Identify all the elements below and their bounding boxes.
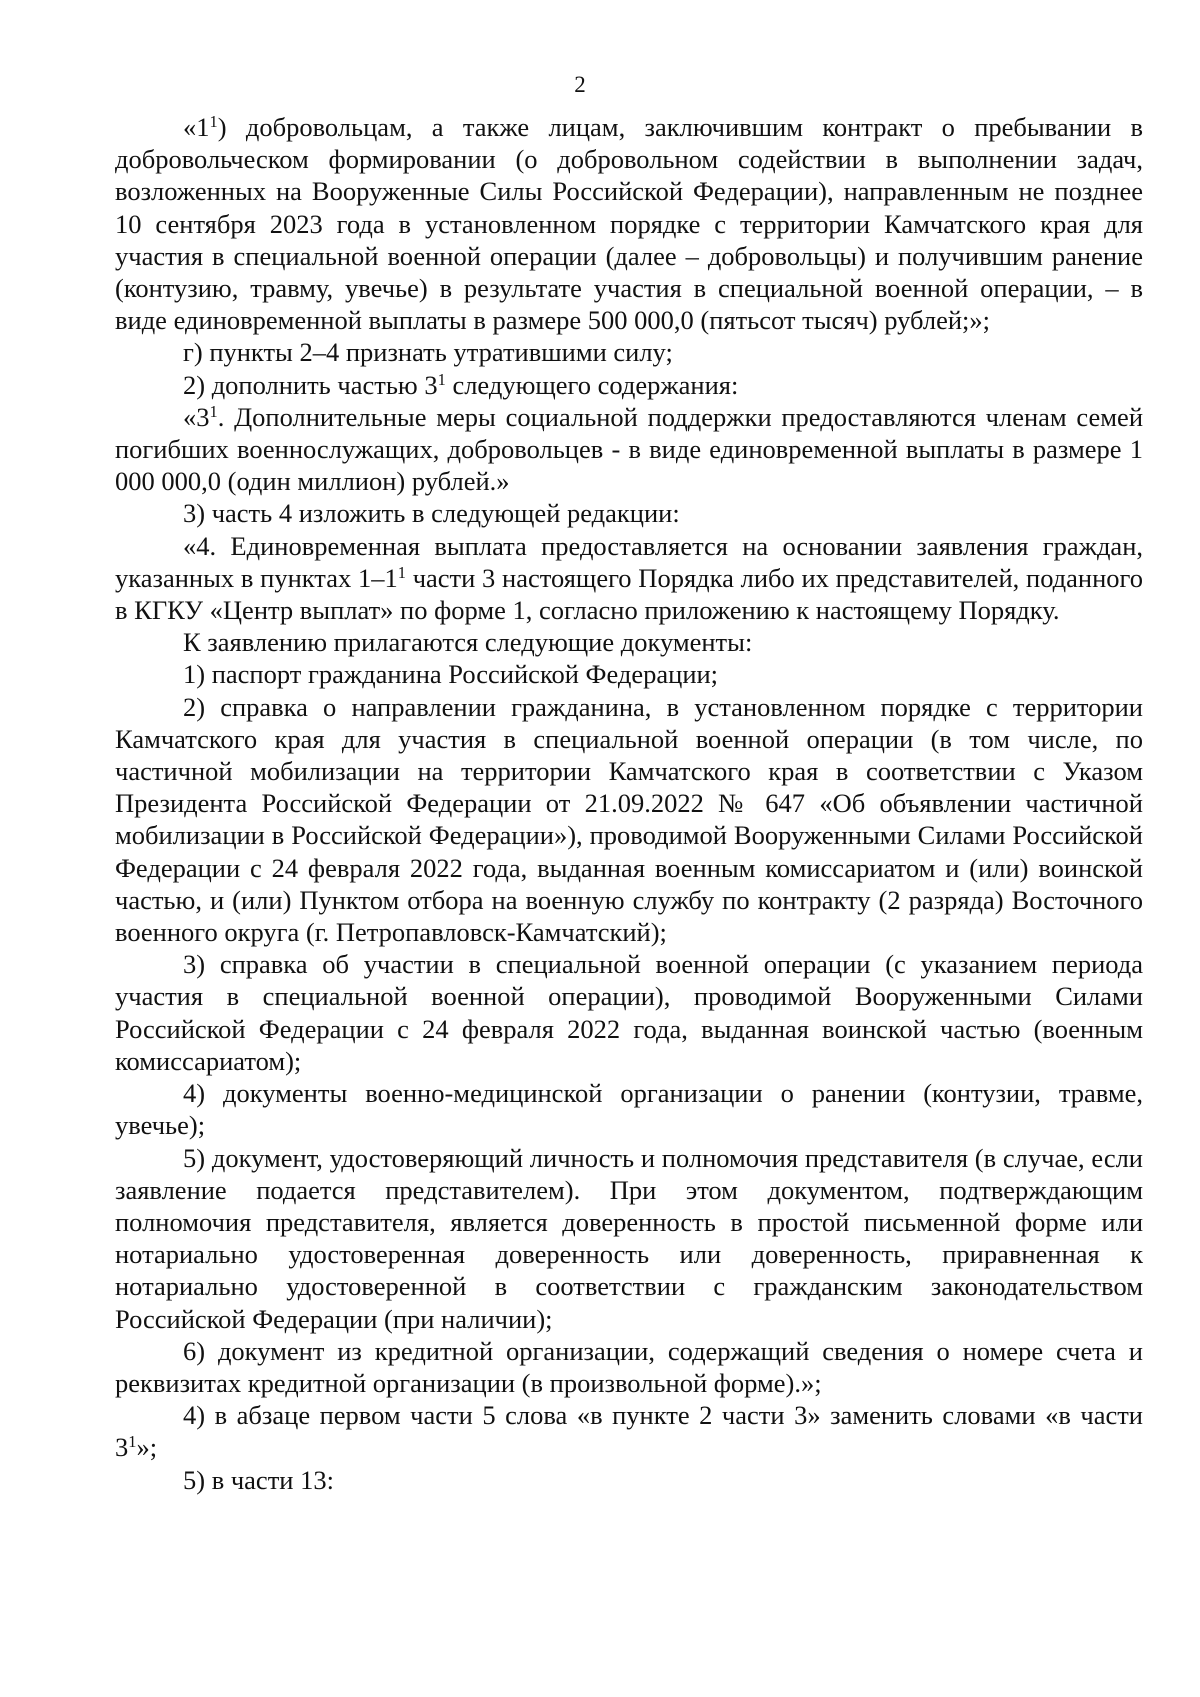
paragraph (115, 948, 1143, 1077)
paragraph (115, 1142, 1143, 1335)
paragraph-text: части 3 настоящего Порядка либо их представителей, поданного в КГКУ «Центр выплат» по форме 1, согласно приложению к настоящему Порядку. (115, 562, 1143, 626)
paragraph-text: следующего содержания: (445, 369, 739, 400)
paragraph-text: »; (136, 1432, 158, 1463)
paragraph-text: 2) дополнить частью 3 (183, 369, 438, 400)
paragraph-text: 1) паспорт гражданина Российской Федерации; (183, 659, 719, 690)
superscript: 1 (437, 369, 446, 389)
page-number: 2 (574, 72, 586, 97)
paragraph-text: 6) документ из кредитной организации, содержащий сведения о номере счета и реквизитах кредитной организации (в произвольной форме).»; (115, 1335, 1143, 1398)
paragraph (115, 1464, 1143, 1496)
paragraph-text: 5) документ, удостоверяющий личность и полномочия представителя (в случае, если заявление подается представителем). При этом документом, подтверждающим полномочия представителя, является доверенность в простой письменной форме или нотариально удостоверенная доверенность или доверенность, приравненная к нотариально удостоверенной в соответствии с гражданским законодательством Российской Федерации (при наличии); (115, 1142, 1143, 1334)
paragraph (115, 1077, 1143, 1141)
paragraph (115, 1335, 1143, 1399)
paragraph (115, 497, 1143, 529)
superscript: 1 (209, 401, 218, 421)
paragraph-text: 3) справка об участии в специальной военной операции (с указанием периода участия в специальной военной операции), проводимой Вооруженными Силами Российской Федерации с 24 февраля 2022 года, выданная воинской частью (военным комиссариатом); (115, 949, 1143, 1076)
paragraph-text: . Дополнительные меры социальной поддержки предоставляются членам семей погибших военнослужащих, добровольцев - в виде единовременной выплаты в размере 1 000 000,0 (один миллион) рублей.» (115, 401, 1143, 497)
paragraph (115, 336, 1143, 368)
paragraph-text: 3) часть 4 изложить в следующей редакции: (183, 498, 680, 529)
paragraph (115, 401, 1143, 498)
paragraph (115, 626, 1143, 658)
paragraph-text: 5) в части 13: (183, 1464, 334, 1495)
paragraph (115, 1399, 1143, 1463)
paragraph-text: К заявлению прилагаются следующие документы: (183, 627, 753, 658)
document-body (115, 111, 1143, 1496)
paragraph-text: 4) в абзаце первом части 5 слова «в пункте 2 части 3» заменить словами «в части 3 (115, 1400, 1143, 1463)
superscript: 1 (397, 562, 406, 582)
paragraph (115, 691, 1143, 949)
paragraph (115, 111, 1143, 336)
paragraph-text: ) добровольцам, а также лицам, заключившим контракт о пребывании в добровольческом формировании (о добровольном содействии в выполнении задач, возложенных на Вооруженные Силы Российской Федерации), направленным не позднее 10 сентября 2023 года в установленном порядке с территории Камчатского края для участия в специальной военной операции (далее – добровольцы) и получившим ранение (контузию, травму, увечье) в результате участия в специальной военной операции, – в виде единовременной выплаты в размере 500 000,0 (пятьсот тысяч) рублей;»; (115, 112, 1143, 336)
superscript: 1 (128, 1432, 137, 1452)
paragraph-text: г) пункты 2–4 признать утратившими силу; (183, 337, 673, 368)
superscript: 1 (209, 111, 218, 131)
paragraph (115, 530, 1143, 627)
paragraph (115, 658, 1143, 690)
paragraph-text: 2) справка о направлении гражданина, в установленном порядке с территории Камчатского края для участия в специальной военной операции (в том числе, по частичной мобилизации на территории Камчатского края в соответствии с Указом Президента Российской Федерации от 21.09.2022 № 647 «Об объявлении частичной мобилизации в Российской Федерации»), проводимой Вооруженными Силами Российской Федерации с 24 февраля 2022 года, выданная военным комиссариатом и (или) воинской частью, и (или) Пунктом отбора на военную службу по контракту (2 разряда) Восточного военного округа (г. Петропавловск-Камчатский); (115, 691, 1143, 948)
paragraph-text: 4) документы военно-медицинской организации о ранении (контузии, травме, увечье); (115, 1078, 1143, 1141)
paragraph-text: «4. Единовременная выплата предоставляется на основании заявления граждан, указанных в пунктах 1–1 (115, 530, 1143, 593)
paragraph-text: «1 (183, 112, 210, 142)
paragraph (115, 369, 1143, 401)
paragraph-text: «3 (183, 401, 210, 432)
